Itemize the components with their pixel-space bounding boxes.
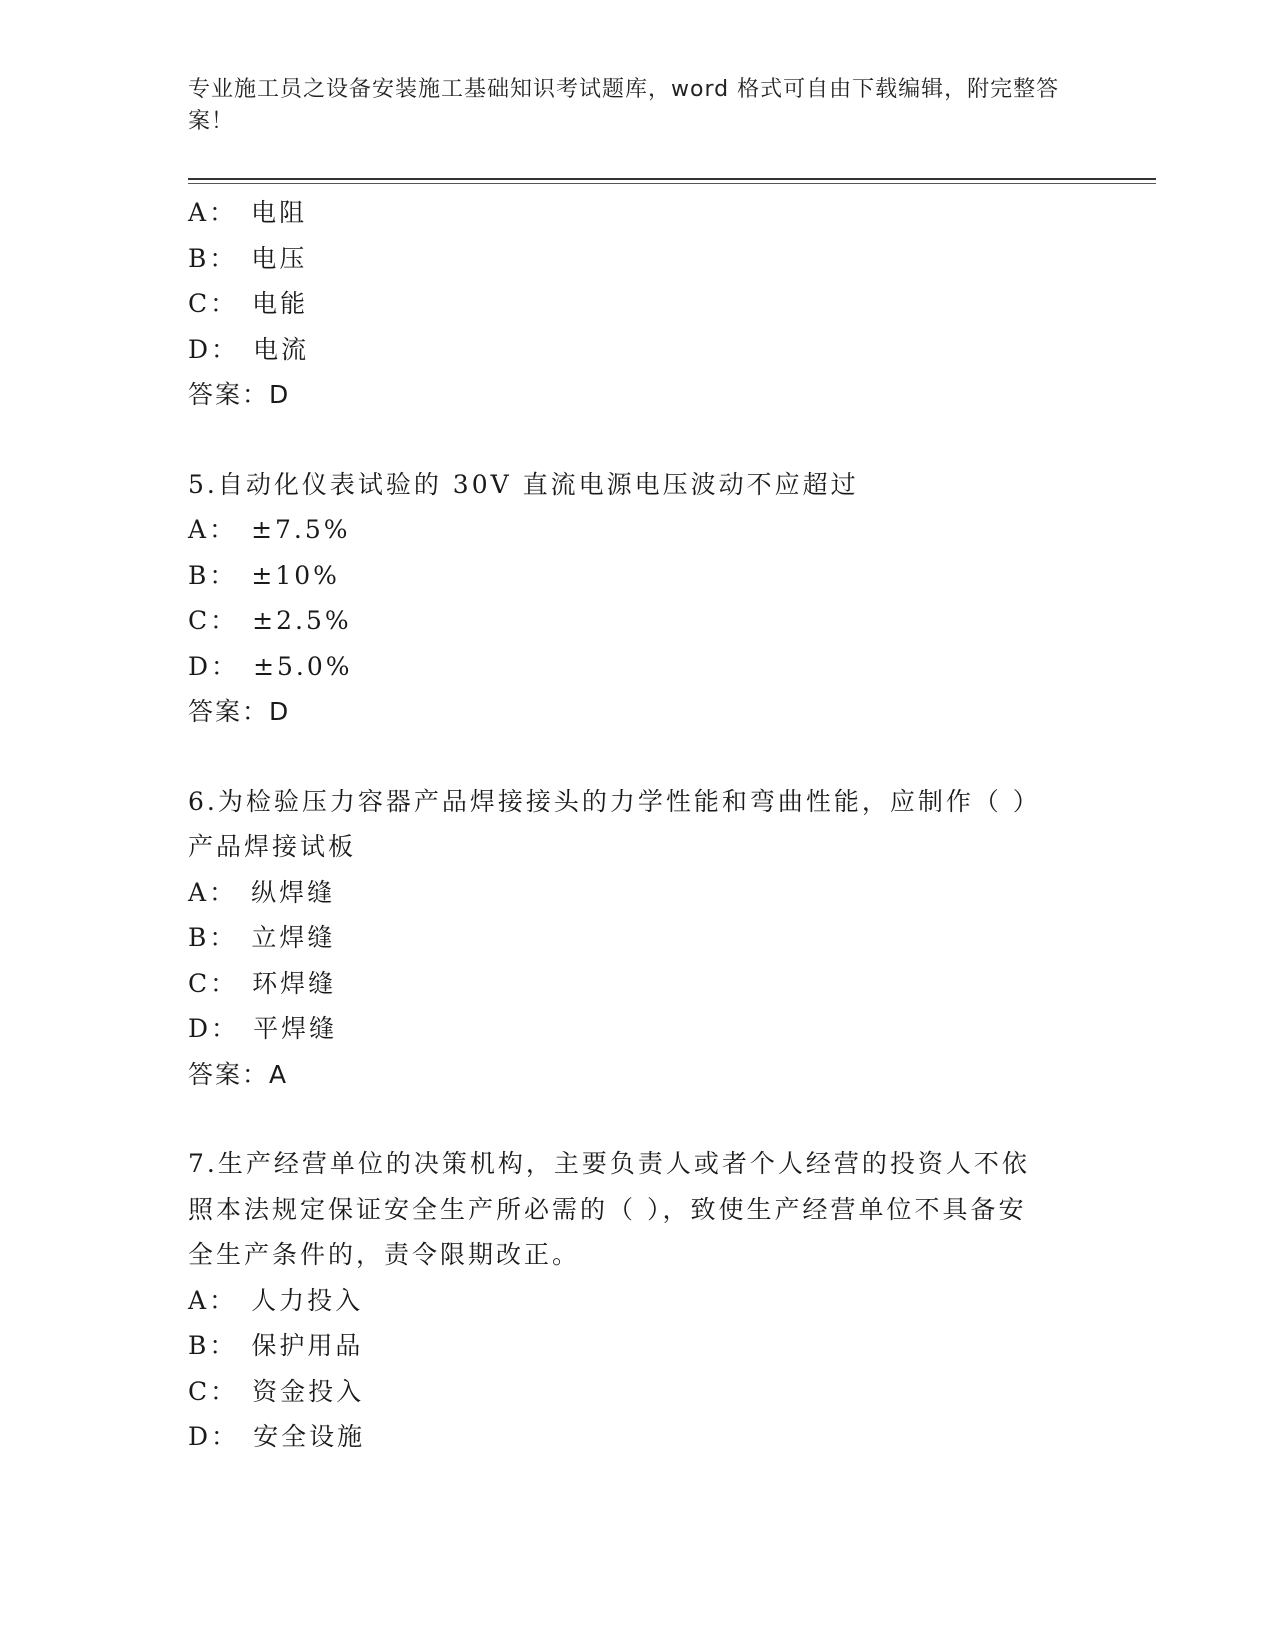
- option-b: B： 立焊缝: [188, 923, 336, 952]
- option-a: A： ±7.5%: [188, 515, 351, 544]
- option-a: A： 电阻: [188, 198, 308, 227]
- document-header: 专业施工员之设备安装施工基础知识考试题库，word 格式可自由下载编辑，附完整答案！: [188, 77, 1060, 134]
- question-5: [188, 462, 1088, 735]
- option-b: B： 保护用品: [188, 1331, 364, 1360]
- option-b: B： ±10%: [188, 560, 340, 590]
- answer-line: 答案：D: [188, 697, 291, 726]
- question-text-line-1: 6.为检验压力容器产品焊接接头的力学性能和弯曲性能，应制作（ ）: [188, 786, 1041, 816]
- option-d: D： 平焊缝: [188, 1014, 338, 1043]
- option-b: B： 电压: [188, 243, 308, 273]
- option-d: D： 安全设施: [188, 1422, 366, 1451]
- option-a: A： 人力投入: [188, 1285, 364, 1315]
- option-d: D： ±5.0%: [188, 651, 353, 681]
- question-text-line-2: 照本法规定保证安全生产所必需的（ ），致使生产经营单位不具备安: [188, 1194, 1027, 1224]
- question-text-line-2: 产品焊接试板: [188, 832, 357, 861]
- question-list: [188, 190, 1088, 1460]
- option-c: C： ±2.5%: [188, 606, 352, 635]
- answer-line: 答案：A: [188, 1059, 289, 1089]
- option-a: A： 纵焊缝: [188, 877, 336, 907]
- option-c: C： 电能: [188, 289, 309, 318]
- question-6: [188, 779, 1088, 1098]
- option-c: C： 环焊缝: [188, 968, 337, 998]
- question-text-line-1: 7.生产经营单位的决策机构，主要负责人或者个人经营的投资人不依: [188, 1149, 1030, 1178]
- option-d: D： 电流: [188, 334, 310, 364]
- header-rule-thin: [188, 183, 1156, 184]
- question-4-options: [188, 190, 1088, 418]
- answer-line: 答案：D: [188, 380, 291, 409]
- header-rule-thick: [188, 178, 1156, 180]
- question-text-line-3: 全生产条件的，责令限期改正。: [188, 1240, 581, 1269]
- option-c: C： 资金投入: [188, 1376, 365, 1406]
- question-text: 5.自动化仪表试验的 30V 直流电源电压波动不应超过: [188, 469, 859, 499]
- question-7: [188, 1141, 1088, 1460]
